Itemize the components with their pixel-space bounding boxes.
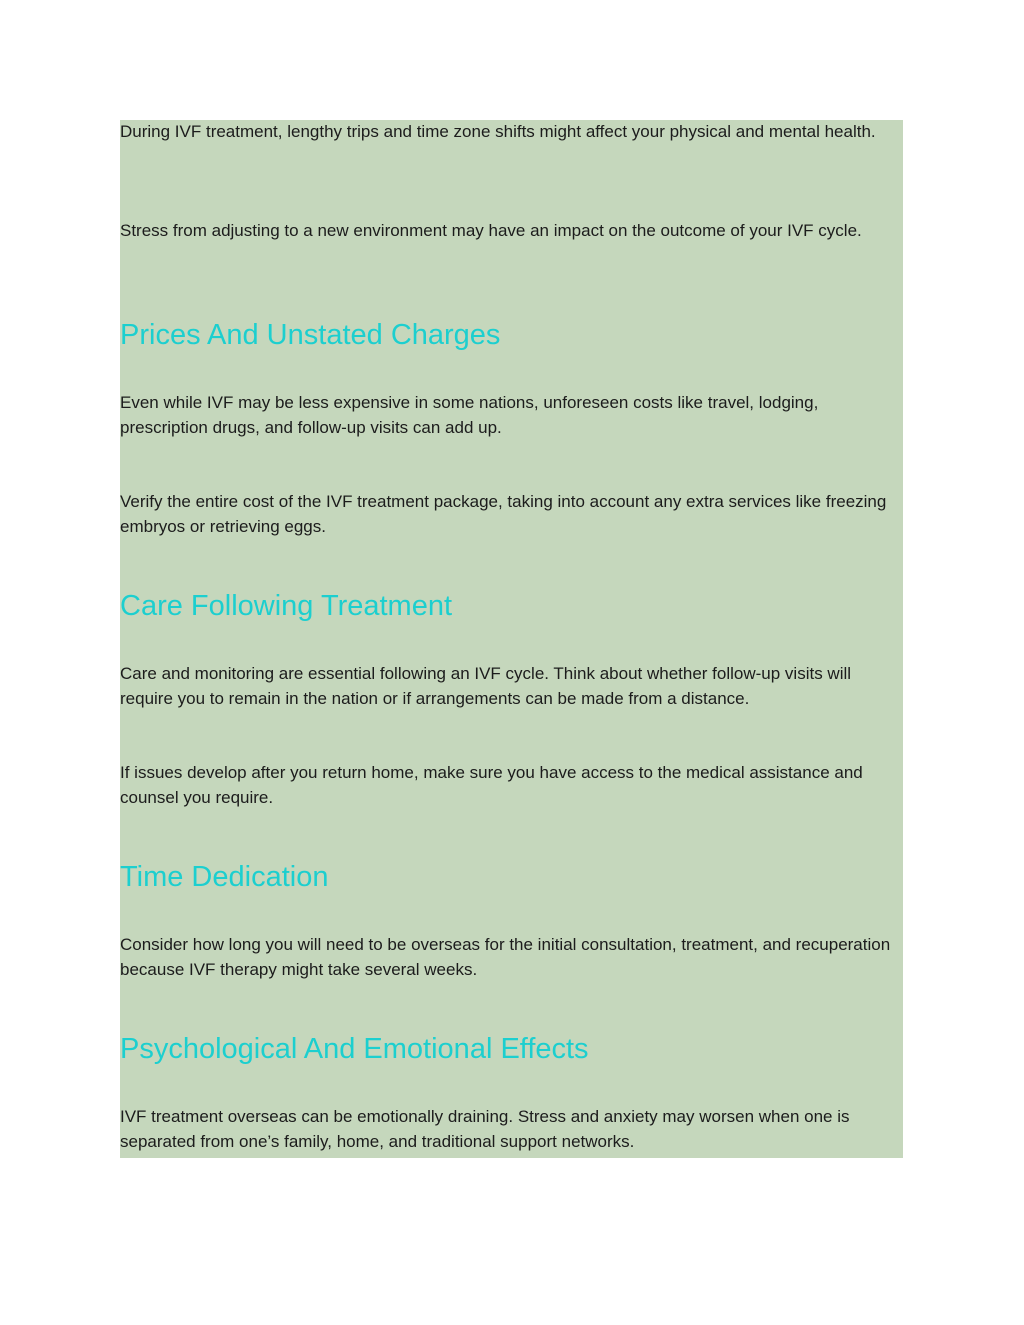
heading-psychological-effects: Psychological And Emotional Effects (120, 1033, 589, 1065)
paragraph-environment-stress: Stress from adjusting to a new environment may have an impact on the outcome of your IVF cycle. (120, 221, 862, 240)
paragraph-travel-health: During IVF treatment, lengthy trips and time zone shifts might affect your physical and mental health. (120, 122, 876, 141)
paragraph-verify-cost: Verify the entire cost of the IVF treatment package, taking into account any extra services like freezing embryos or retrieving eggs. (120, 492, 887, 536)
heading-care-following: Care Following Treatment (120, 590, 453, 622)
paragraph-overseas-duration: Consider how long you will need to be overseas for the initial consultation, treatment, and recuperation because IVF therapy might take several weeks. (120, 935, 891, 979)
paragraph-unforeseen-costs: Even while IVF may be less expensive in some nations, unforeseen costs like travel, lodging, prescription drugs, and follow-up visits can add up. (120, 393, 819, 437)
content-block (120, 120, 903, 1158)
heading-prices-charges: Prices And Unstated Charges (120, 319, 501, 351)
paragraph-care-monitoring: Care and monitoring are essential following an IVF cycle. Think about whether follow-up visits will require you to remain in the nation or if arrangements can be made from a distance. (120, 664, 852, 708)
paragraph-issues-home: If issues develop after you return home, make sure you have access to the medical assistance and counsel you require. (120, 763, 863, 807)
heading-time-dedication: Time Dedication (120, 861, 329, 893)
paragraph-emotional-draining: IVF treatment overseas can be emotionally draining. Stress and anxiety may worsen when one is separated from one’s family, home, and traditional support networks. (120, 1107, 850, 1151)
